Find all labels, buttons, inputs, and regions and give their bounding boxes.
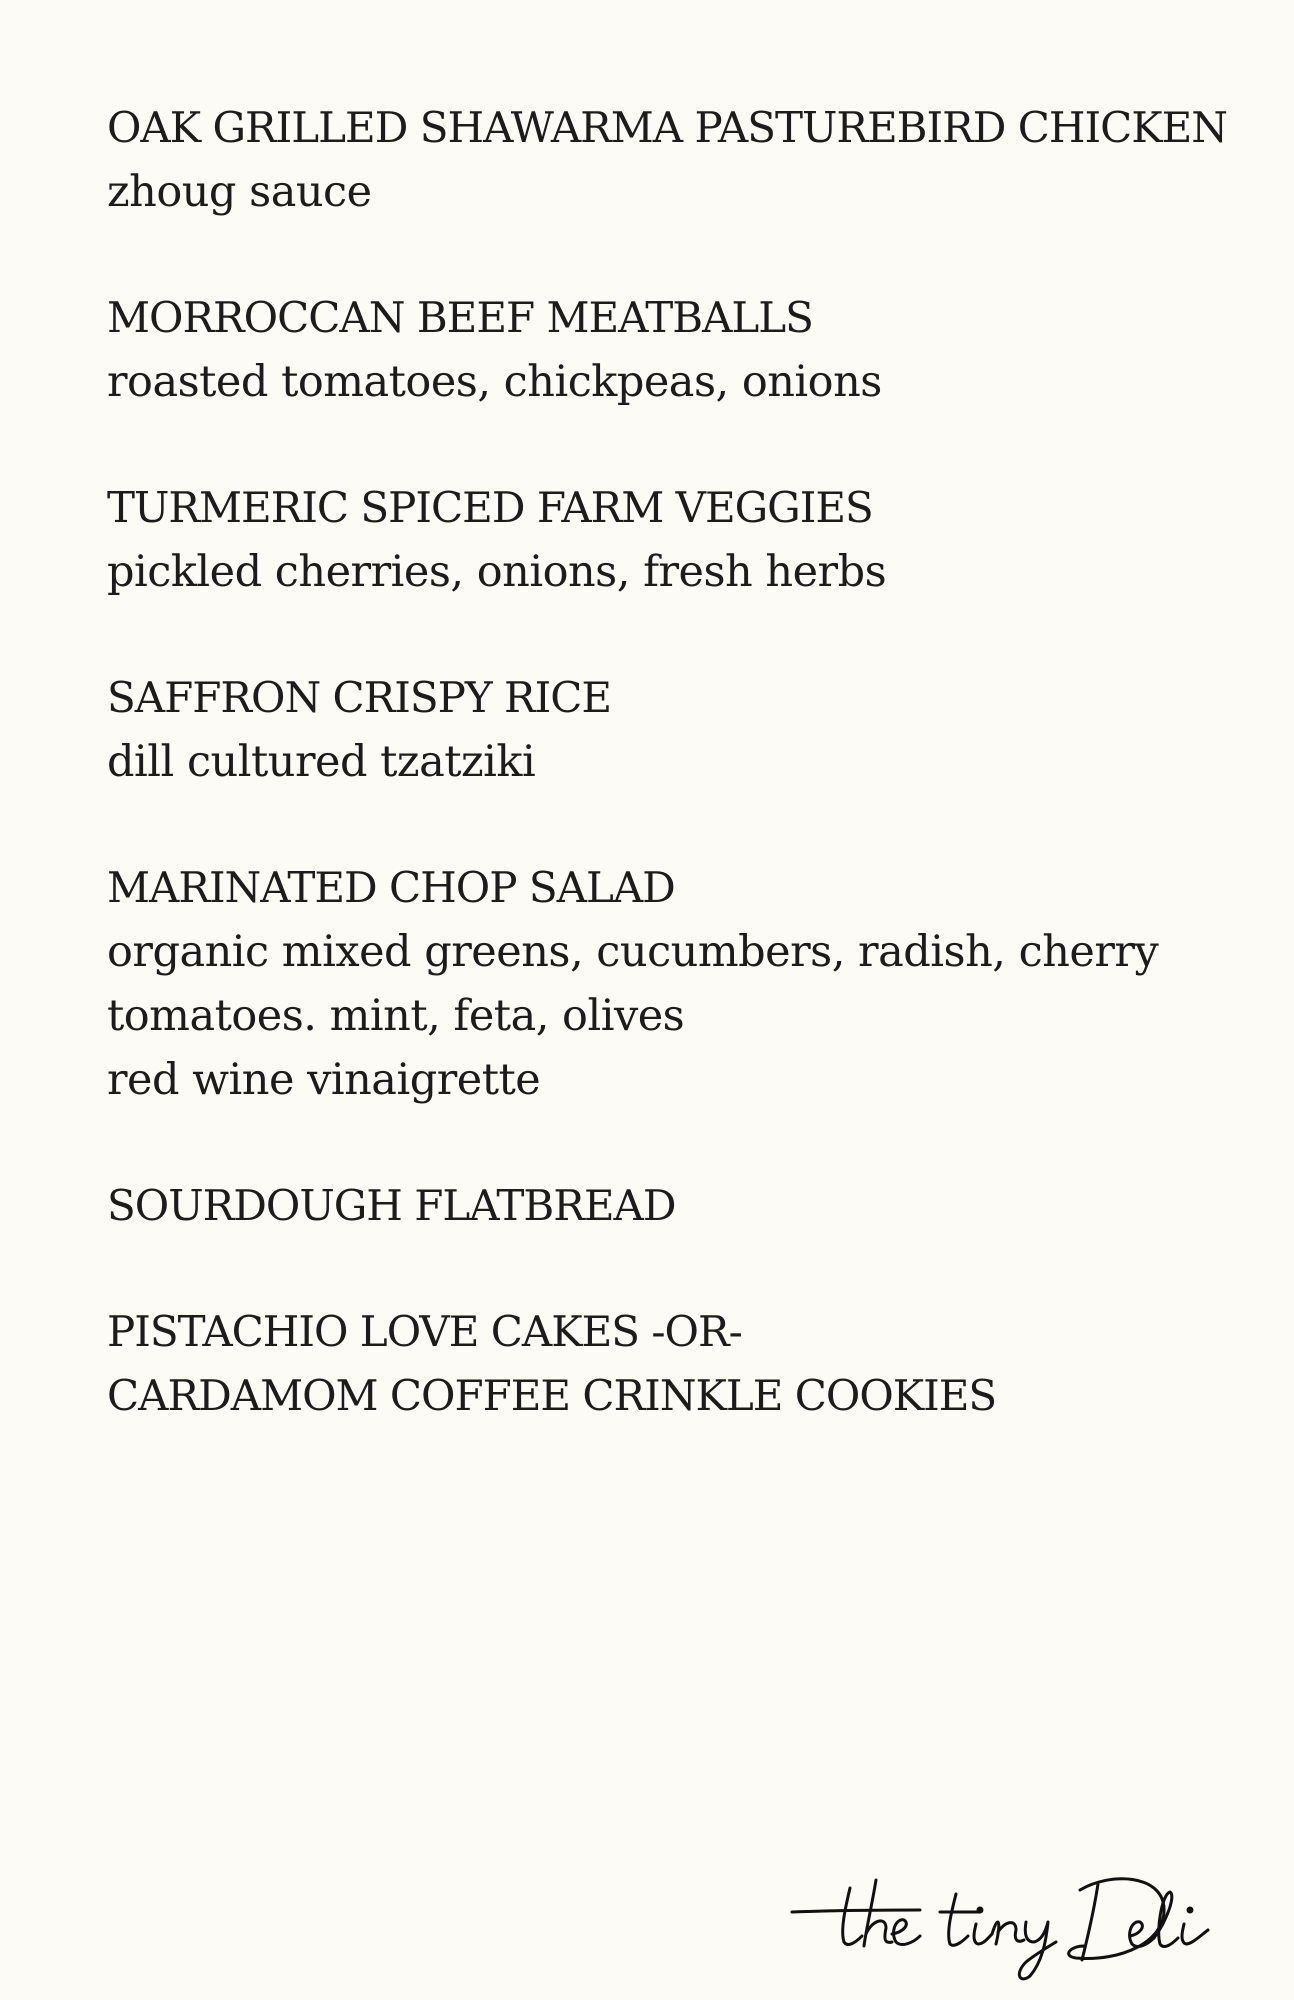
menu-item-name: OAK GRILLED SHAWARMA PASTUREBIRD CHICKEN	[107, 103, 1228, 152]
menu-item-description: organic mixed greens, cucumbers, radish, cherry	[107, 927, 1159, 977]
menu-item	[107, 856, 1227, 1112]
menu-item-description: CARDAMOM COFFEE CRINKLE COOKIES	[107, 1371, 997, 1420]
menu-item	[107, 96, 1227, 224]
menu-item-description: tomatoes. mint, feta, olives	[107, 991, 685, 1041]
menu-item-description: red wine vinaigrette	[107, 1055, 541, 1105]
menu-item	[107, 666, 1227, 794]
menu-item	[107, 1300, 1227, 1428]
menu-item-name: MARINATED CHOP SALAD	[107, 863, 675, 912]
menu-item-name: SOURDOUGH FLATBREAD	[107, 1181, 676, 1230]
menu-item-description: roasted tomatoes, chickpeas, onions	[107, 357, 882, 407]
menu-item-name: TURMERIC SPICED FARM VEGGIES	[107, 483, 873, 532]
menu-item	[107, 476, 1227, 604]
menu-item-description: pickled cherries, onions, fresh herbs	[107, 547, 887, 597]
menu-item	[107, 1174, 1227, 1238]
brand-logo-icon	[780, 1850, 1220, 1990]
menu-item-description: dill cultured tzatziki	[107, 737, 536, 787]
menu-item	[107, 286, 1227, 414]
menu-list	[107, 96, 1227, 1490]
menu-item-description: zhoug sauce	[107, 167, 372, 217]
menu-item-name: SAFFRON CRISPY RICE	[107, 673, 612, 722]
menu-item-name: PISTACHIO LOVE CAKES -OR-	[107, 1307, 742, 1356]
menu-item-name: MORROCCAN BEEF MEATBALLS	[107, 293, 813, 342]
